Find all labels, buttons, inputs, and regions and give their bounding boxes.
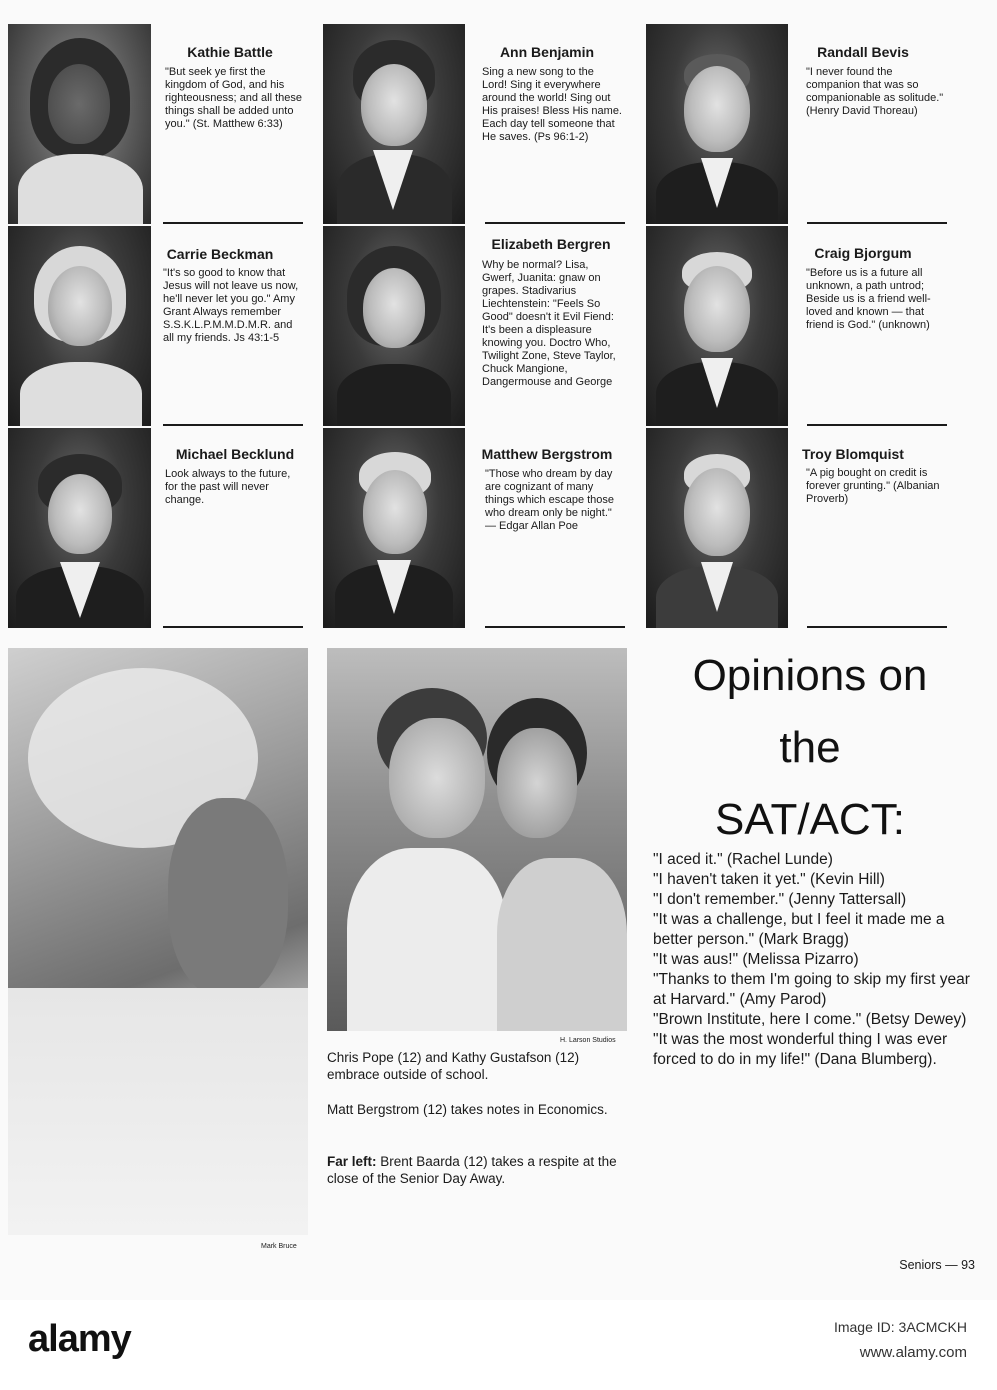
divider bbox=[485, 222, 625, 224]
senior-name: Ann Benjamin bbox=[499, 44, 595, 60]
portrait-photo bbox=[323, 428, 465, 628]
divider bbox=[485, 626, 625, 628]
headline-line: SAT/ACT: bbox=[715, 795, 905, 844]
image-id: Image ID: 3ACMCKH bbox=[833, 1319, 967, 1335]
page-folio: Seniors — 93 bbox=[899, 1258, 975, 1272]
portrait-photo bbox=[8, 226, 151, 426]
watermark-info bbox=[834, 1314, 967, 1366]
portrait-photo bbox=[646, 226, 788, 426]
headline-line: the bbox=[779, 723, 841, 772]
senior-quote: Look always to the future, for the past will never change. bbox=[165, 468, 291, 506]
caption: Chris Pope (12) and Kathy Gustafson (12) embrace outside of school. bbox=[327, 1050, 580, 1082]
senior-name: Elizabeth Bergren bbox=[491, 236, 611, 252]
candid-photo-center bbox=[327, 648, 627, 1031]
caption: Matt Bergstrom (12) takes notes in Economics. bbox=[327, 1102, 608, 1117]
senior-quote: "Before us is a future all unknown, a path untrod; Beside us is a friend well-loved and known — that friend is God." (unknown) bbox=[806, 267, 931, 331]
senior-name: Kathie Battle bbox=[187, 44, 273, 60]
opinions-list: "I aced it." (Rachel Lunde) "I haven't taken it yet." (Kevin Hill) "I don't remember." (Jenny Tattersall) "It was a challenge, but I feel it made me a better person." (Mark Bragg) "It was aus!" (Melissa Pizarro) "Thanks to them I'm going to skip my first year at Harvard." (Amy Parod) "Brown Institute, here I come." (Betsy Dewey) "It was the most wonderful thing I was ever forced to do in my life!" (Dana Blumberg). bbox=[653, 851, 970, 1068]
senior-quote: Sing a new song to the Lord! Sing it everywhere around the world! Sing out His praises! Bless His name. Each day tell someone that He saves. (Ps 96:1-2) bbox=[482, 66, 622, 143]
portrait-photo bbox=[8, 24, 151, 224]
caption-text: Brent Baarda (12) takes a respite at the close of the Senior Day Away. bbox=[327, 1154, 617, 1186]
senior-quote: "It's so good to know that Jesus will not leave us now, he'll never let you go." Amy Grant Always remember S.S.K.L.P.M.M.D.M.R. and all my friends. Js 43:1-5 bbox=[163, 267, 299, 344]
headline bbox=[645, 645, 975, 851]
watermark-logo: alamy bbox=[28, 1318, 131, 1360]
photo-credit: H. Larson Studios bbox=[560, 1037, 616, 1044]
caption bbox=[327, 1153, 632, 1187]
senior-name: Troy Blomquist bbox=[802, 446, 904, 462]
senior-name: Michael Becklund bbox=[175, 446, 295, 462]
senior-name: Craig Bjorgum bbox=[814, 245, 912, 261]
photo-credit: Mark Bruce bbox=[261, 1243, 297, 1250]
divider bbox=[807, 424, 947, 426]
portrait-photo bbox=[8, 428, 151, 628]
divider bbox=[807, 222, 947, 224]
senior-name: Randall Bevis bbox=[817, 44, 909, 60]
senior-quote: Why be normal? Lisa, Gwerf, Juanita: gnaw on grapes. Stadivarius Liechtenstein: "Feels So Good" doesn't it Evil Fiend: It's been a displeasure knowing you. Doctro Who, Twilight Zone, Steve Taylor, Chuck Mangione, Dangermouse and George bbox=[482, 259, 616, 388]
headline-line: Opinions on bbox=[692, 651, 928, 700]
divider bbox=[163, 626, 303, 628]
senior-quote: "But seek ye first the kingdom of God, and his righteousness; and all these things shall be added unto you." (St. Matthew 6:33) bbox=[165, 66, 302, 130]
divider bbox=[807, 626, 947, 628]
portrait-photo bbox=[323, 226, 465, 426]
senior-quote: "I never found the companion that was so companionable as solitude." (Henry David Thoreau) bbox=[806, 66, 944, 117]
candid-photo-left bbox=[8, 648, 308, 1235]
portrait-photo bbox=[646, 24, 788, 224]
portrait-photo bbox=[646, 428, 788, 628]
senior-name: Matthew Bergstrom bbox=[481, 446, 613, 462]
caption-lead: Far left: bbox=[327, 1154, 377, 1169]
divider bbox=[163, 424, 303, 426]
senior-quote: "A pig bought on credit is forever grunting." (Albanian Proverb) bbox=[806, 467, 940, 505]
divider bbox=[163, 222, 303, 224]
portrait-photo bbox=[323, 24, 465, 224]
site-url: www.alamy.com bbox=[859, 1344, 967, 1361]
senior-name: Carrie Beckman bbox=[166, 246, 274, 262]
senior-quote: "Those who dream by day are cognizant of many things which escape those who dream only be night." — Edgar Allan Poe bbox=[485, 468, 615, 532]
